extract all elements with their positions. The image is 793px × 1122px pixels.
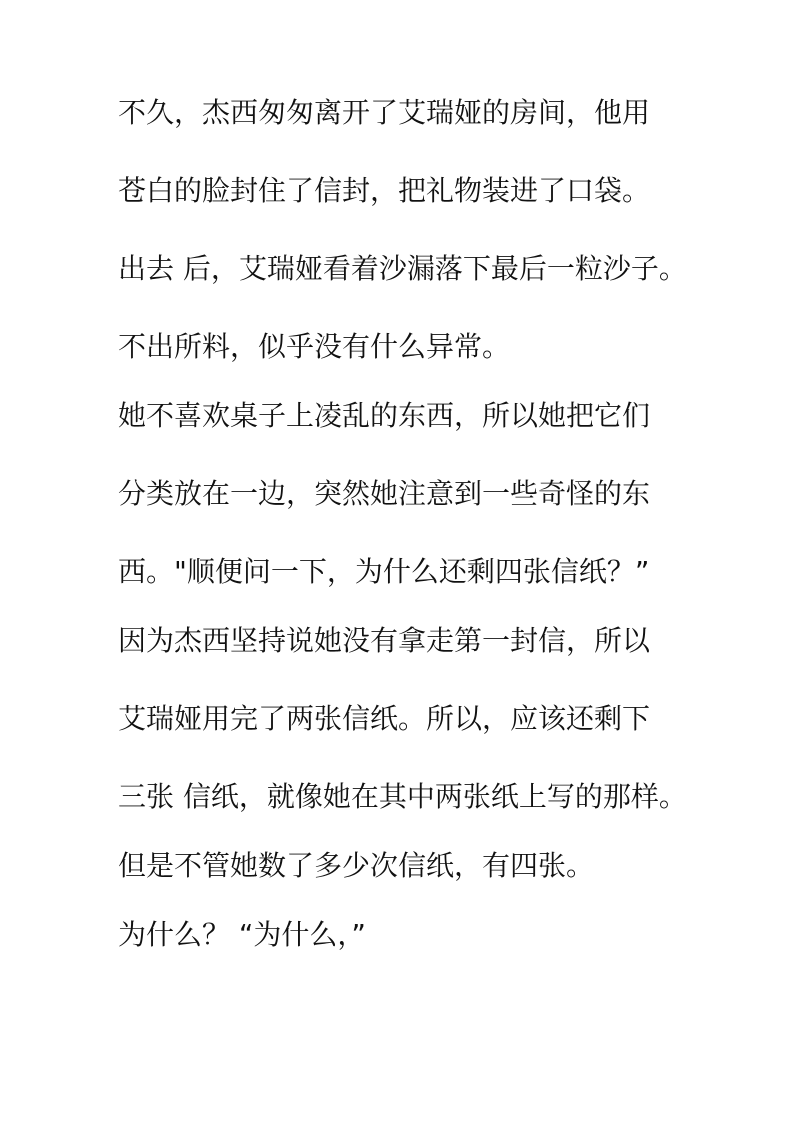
text-line: 三张 信纸，就像她在其中两张纸上写的那样。 [118,780,687,813]
text-line: 不出所料，似乎没有什么异常。 [118,330,511,363]
text-line: 分类放在一边，突然她注意到一些奇怪的东 [118,477,651,510]
text-line: 但是不管她数了多少次信纸，有四张。 [118,849,595,882]
text-line: 她不喜欢桌子上凌乱的东西，所以她把它们 [118,399,651,432]
text-line: 不久，杰西匆匆离开了艾瑞娅的房间，他用 [118,96,651,129]
text-line: 为什么？ “为什么，” [118,918,366,951]
text-line: 因为杰西坚持说她没有拿走第一封信，所以 [118,624,651,657]
text-line: 艾瑞娅用完了两张信纸。所以，应该还剩下 [118,702,651,735]
text-line: 西。"顺便问一下，为什么还剩四张信纸？” [118,555,650,588]
body-text [118,96,718,952]
text-line: 出去 后，艾瑞娅看着沙漏落下最后一粒沙子。 [118,252,687,285]
text-line: 苍白的脸封住了信封，把礼物装进了口袋。 [118,174,651,207]
